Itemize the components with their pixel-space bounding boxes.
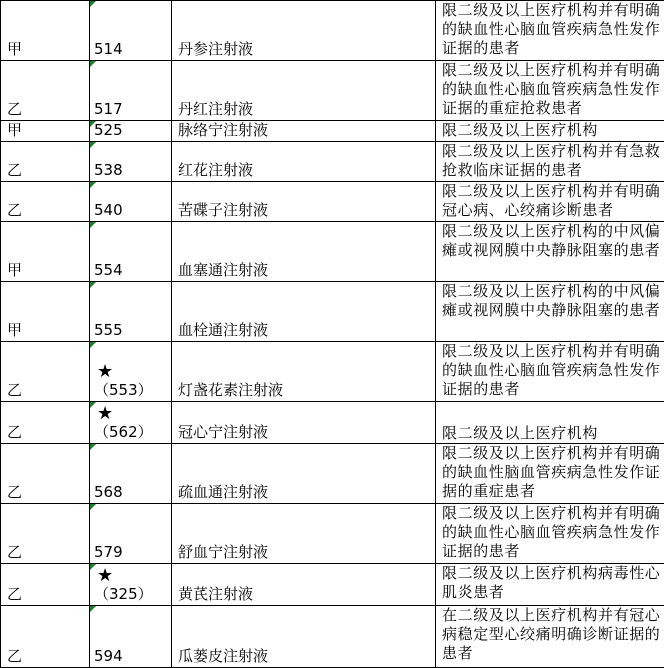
category-cell: 乙 <box>1 402 90 444</box>
drug-name-cell: 瓜蒌皮注射液 <box>172 606 436 668</box>
restriction-cell: 限二级及以上医疗机构并有明确的缺血性脑血管疾病急性发作证据的重症患者 <box>436 444 664 504</box>
code-cell <box>90 61 172 121</box>
code-text: 540 <box>94 201 123 219</box>
restriction-cell: 限二级及以上医疗机构并有明确的缺血性心脑血管疾病急性发作证据的重症抢救患者 <box>436 61 664 121</box>
restriction-cell: 限二级及以上医疗机构并有明确冠心病、心绞痛诊断患者 <box>436 182 664 222</box>
category-cell: 乙 <box>1 444 90 504</box>
category-cell: 甲 <box>1 222 90 282</box>
drug-name-cell: 疏血通注射液 <box>172 444 436 504</box>
table-row <box>1 142 664 182</box>
table-row <box>1 606 664 668</box>
table-row <box>1 504 664 564</box>
code-cell <box>90 342 172 402</box>
code-cell <box>90 606 172 668</box>
code-text: 538 <box>94 161 123 179</box>
category-cell: 乙 <box>1 182 90 222</box>
restriction-cell: 限二级及以上医疗机构并有明确的缺血性心脑血管疾病急性发作证据的患者 <box>436 342 664 402</box>
table-row <box>1 121 664 142</box>
code-text: （553） <box>94 381 153 399</box>
drug-name-cell: 血栓通注射液 <box>172 282 436 342</box>
category-cell: 甲 <box>1 1 90 61</box>
drug-name-cell: 苦碟子注射液 <box>172 182 436 222</box>
restriction-cell: 限二级及以上医疗机构病毒性心肌炎患者 <box>436 564 664 606</box>
code-text: 594 <box>94 647 123 665</box>
drug-name-cell: 灯盏花素注射液 <box>172 342 436 402</box>
table-row <box>1 282 664 342</box>
category-cell: 乙 <box>1 142 90 182</box>
drug-name-cell: 黄芪注射液 <box>172 564 436 606</box>
code-text: （562） <box>94 423 153 441</box>
code-cell <box>90 182 172 222</box>
drug-name-cell: 红花注射液 <box>172 142 436 182</box>
code-text: 579 <box>94 543 123 561</box>
code-cell <box>90 222 172 282</box>
table-row <box>1 182 664 222</box>
restriction-cell: 限二级及以上医疗机构 <box>436 121 664 142</box>
category-cell: 乙 <box>1 606 90 668</box>
table-row <box>1 564 664 606</box>
drug-name-cell: 舒血宁注射液 <box>172 504 436 564</box>
drug-name-cell: 冠心宁注射液 <box>172 402 436 444</box>
code-text: 525 <box>94 121 123 139</box>
table-row <box>1 222 664 282</box>
table-row <box>1 342 664 402</box>
restriction-cell: 限二级及以上医疗机构并有急救抢救临床证据的患者 <box>436 142 664 182</box>
category-cell: 甲 <box>1 282 90 342</box>
code-text: 568 <box>94 483 123 501</box>
code-cell <box>90 282 172 342</box>
star-icon: ★ <box>97 403 114 424</box>
restriction-cell: 限二级及以上医疗机构并有明确的缺血性心脑血管疾病急性发作证据的患者 <box>436 1 664 61</box>
category-cell: 乙 <box>1 342 90 402</box>
restriction-cell <box>436 402 664 444</box>
drug-name-cell: 脉络宁注射液 <box>172 121 436 142</box>
drug-name-cell: 血塞通注射液 <box>172 222 436 282</box>
code-cell <box>90 504 172 564</box>
code-cell <box>90 564 172 606</box>
drug-name-cell: 丹参注射液 <box>172 1 436 61</box>
code-cell <box>90 1 172 61</box>
table-row <box>1 1 664 61</box>
star-icon: ★ <box>97 565 114 586</box>
table-row <box>1 402 664 444</box>
code-cell <box>90 121 172 142</box>
code-cell <box>90 402 172 444</box>
table-row <box>1 61 664 121</box>
table-row <box>1 444 664 504</box>
restriction-cell: 在二级及以上医疗机构并有冠心病稳定型心绞痛明确诊断证据的患者 <box>436 606 664 668</box>
code-cell <box>90 142 172 182</box>
restriction-cell: 限二级及以上医疗机构并有明确的缺血性心脑血管疾病急性发作证据的患者 <box>436 504 664 564</box>
restriction-cell: 限二级及以上医疗机构的中风偏瘫或视网膜中央静脉阻塞的患者 <box>436 222 664 282</box>
code-text: 554 <box>94 261 123 279</box>
star-icon: ★ <box>97 361 114 382</box>
code-text: 555 <box>94 321 123 339</box>
code-text: 517 <box>94 100 123 118</box>
category-cell: 乙 <box>1 504 90 564</box>
code-cell <box>90 444 172 504</box>
category-cell: 乙 <box>1 564 90 606</box>
restriction-text: 限二级及以上医疗机构 <box>442 424 599 442</box>
code-text: 514 <box>94 40 123 58</box>
code-text: （325） <box>94 585 153 603</box>
category-cell: 乙 <box>1 61 90 121</box>
category-cell: 甲 <box>1 121 90 142</box>
restriction-cell: 限二级及以上医疗机构的中风偏瘫或视网膜中央静脉阻塞的患者 <box>436 282 664 342</box>
drug-name-cell: 丹红注射液 <box>172 61 436 121</box>
